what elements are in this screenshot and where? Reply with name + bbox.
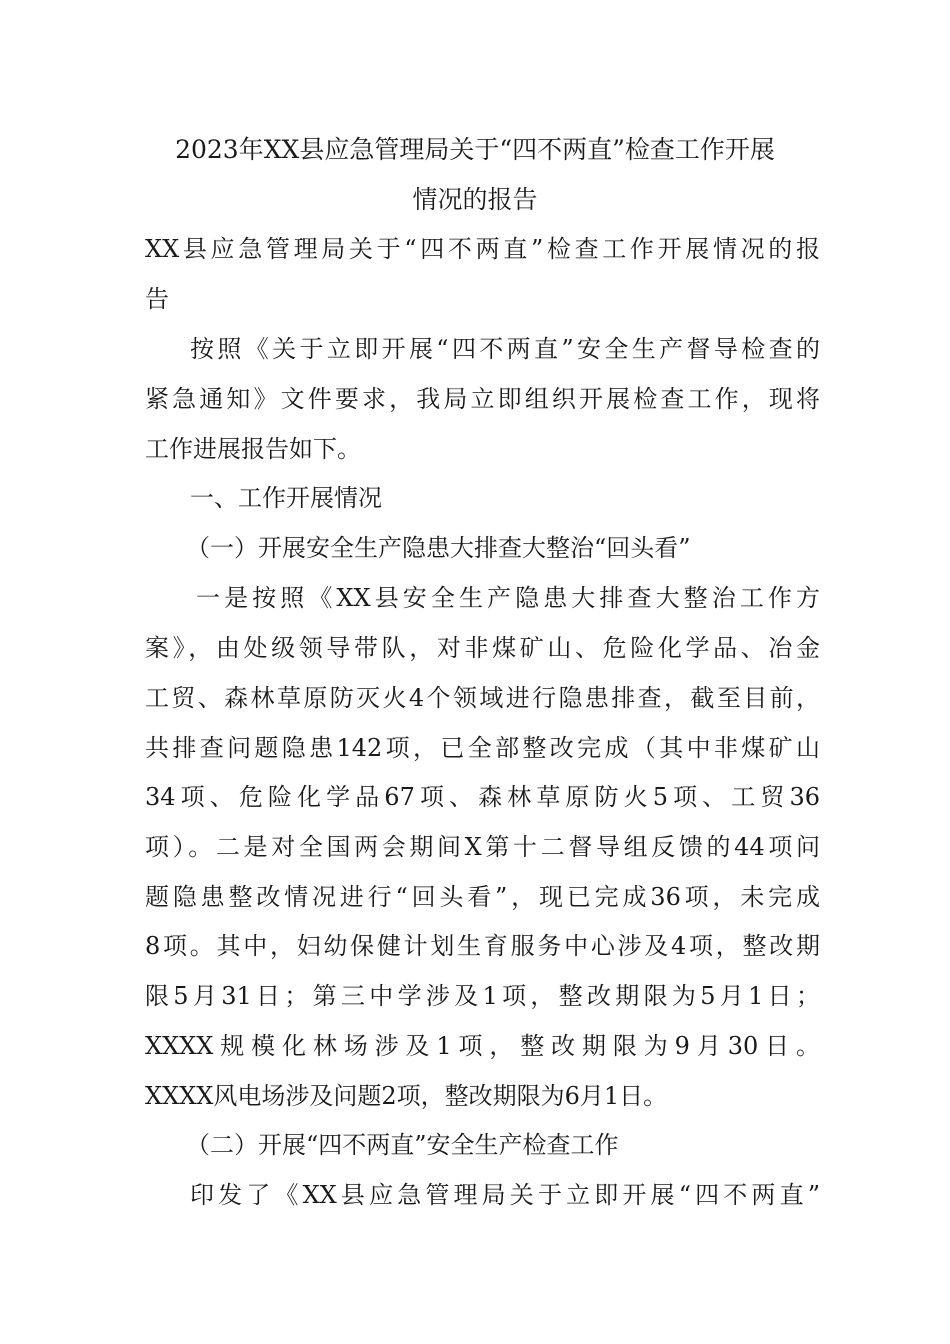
paragraph-1-line-3: 工贸、森林草原防灭火4个领域进行隐患排查，截至目前， (145, 684, 820, 712)
paragraph-1-line-4: 共排查问题隐患142项，已全部整改完成（其中非煤矿山 (145, 734, 820, 762)
paragraph-1-line-8: 8项。其中，妇幼保健计划生育服务中心涉及4项，整改期 (145, 932, 820, 960)
paragraph-1-line-2: 案》，由处级领导带队，对非煤矿山、危险化学品、冶金 (145, 634, 820, 662)
paragraph-1-line-5: 34项、危险化学品67项、森林草原防火5项、工贸36 (145, 783, 820, 811)
subsection-heading-1: （一）开展安全生产隐患大排查大整治“回头看” (186, 534, 691, 562)
section-heading-1: 一、工作开展情况 (190, 484, 382, 512)
intro-paragraph-line-2: 紧急通知》文件要求，我局立即组织开展检查工作，现将 (145, 385, 820, 413)
intro-paragraph-line-3: 工作进展报告如下。 (145, 435, 361, 463)
subtitle-line-1: XX县应急管理局关于“四不两直”检查工作开展情况的报 (145, 235, 820, 263)
subsection-heading-2: （二）开展“四不两直”安全生产检查工作 (186, 1131, 619, 1159)
paragraph-1-line-7: 题隐患整改情况进行“回头看”，现已完成36项，未完成 (145, 883, 820, 911)
paragraph-2-line-1: 印发了《XX县应急管理局关于立即开展“四不两直” (190, 1181, 820, 1209)
paragraph-1-line-6: 项）。二是对全国两会期间X第十二督导组反馈的44项问 (145, 833, 820, 861)
document-title-line-1: 2023年XX县应急管理局关于“四不两直”检查工作开展 (175, 135, 775, 164)
subtitle-line-2: 告 (145, 285, 169, 313)
paragraph-1-line-9: 限5月31日；第三中学涉及1项，整改期限为5月1日； (145, 982, 820, 1010)
paragraph-1-line-1: 一是按照《XX县安全生产隐患大排查大整治工作方 (196, 584, 820, 612)
intro-paragraph-line-1: 按照《关于立即开展“四不两直”安全生产督导检查的 (190, 335, 820, 363)
document-title-line-2: 情况的报告 (412, 185, 538, 214)
paragraph-1-line-10: XXXX规模化林场涉及1项，整改期限为9月30日。 (145, 1032, 820, 1060)
paragraph-1-line-11: XXXX风电场涉及问题2项，整改期限为6月1日。 (145, 1082, 668, 1110)
